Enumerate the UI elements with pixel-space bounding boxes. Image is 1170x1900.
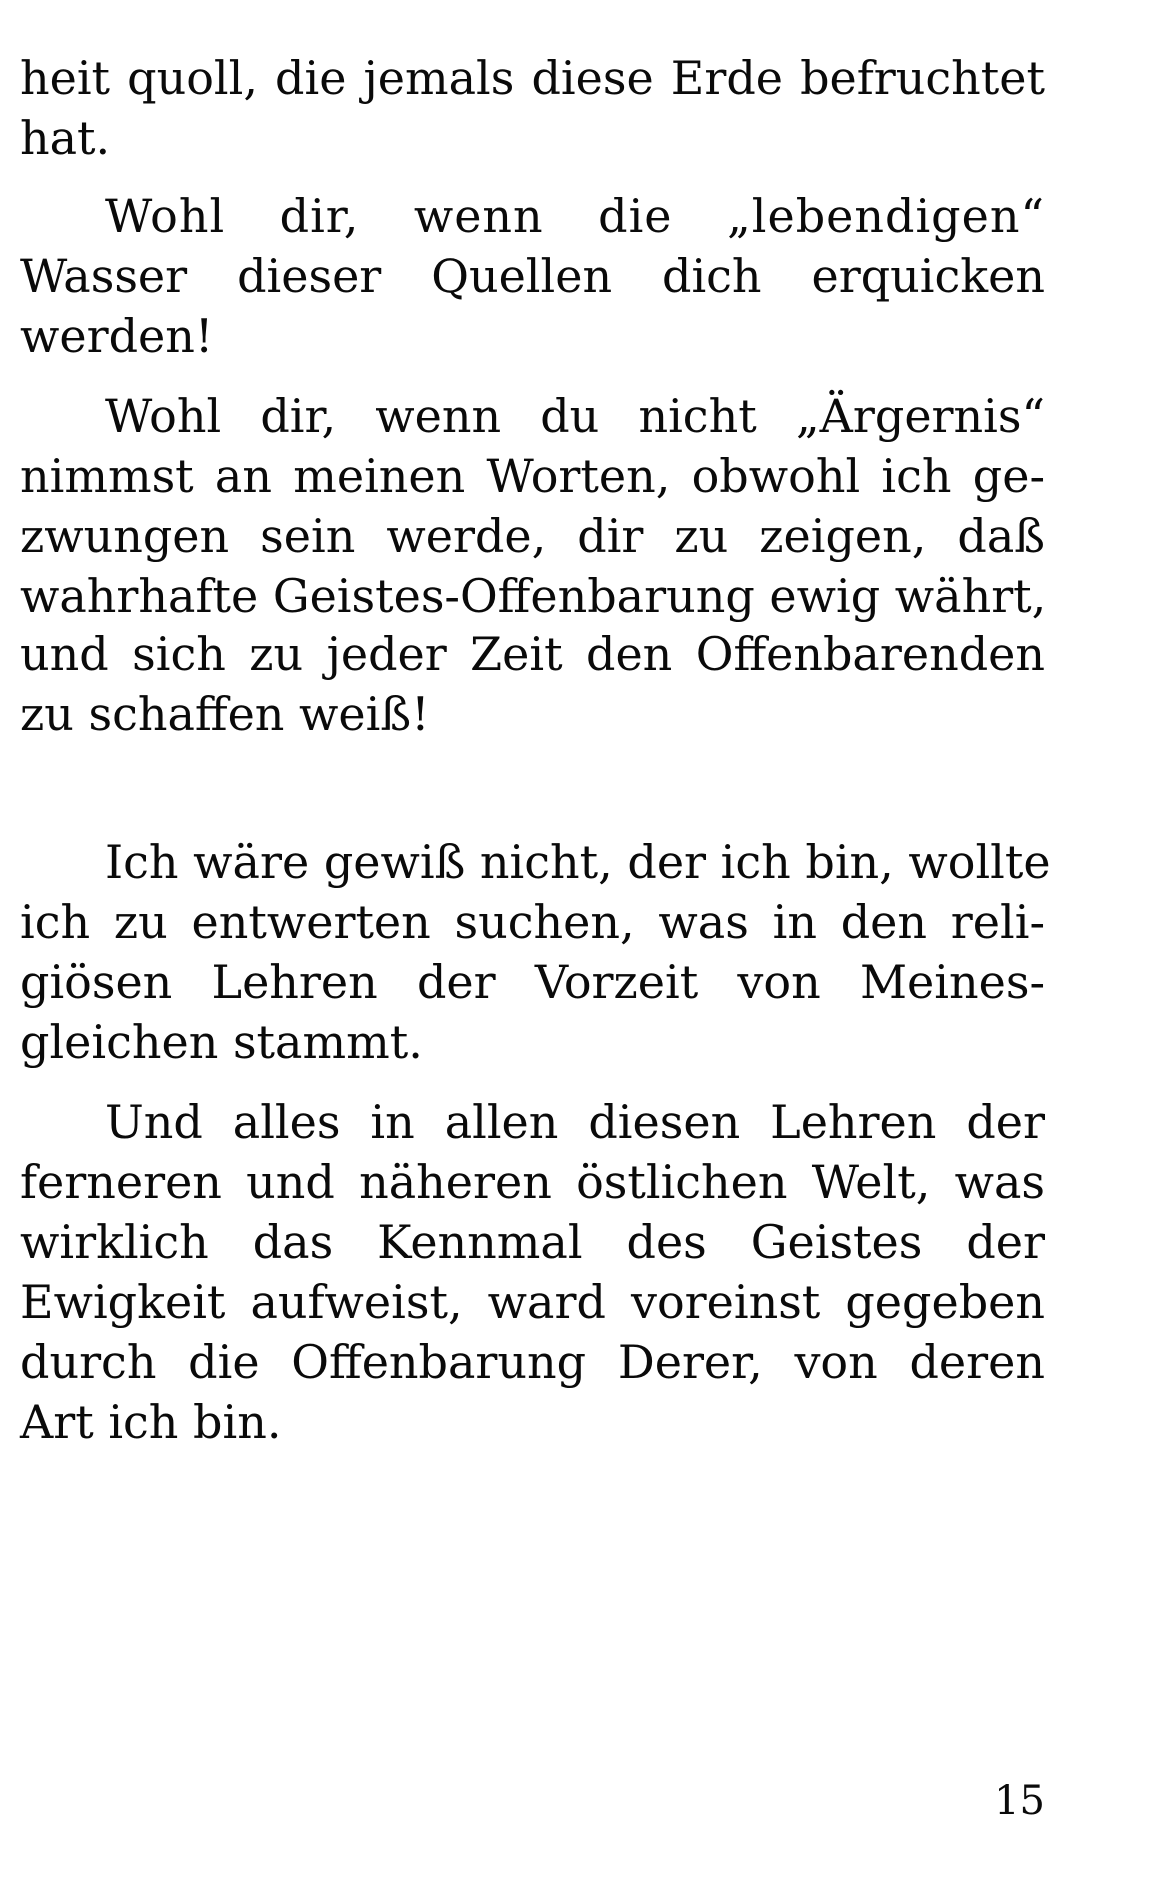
text-line: ferneren und näheren östlichen Welt, was xyxy=(20,1155,1045,1209)
text-line: Ich wäre gewiß nicht, der ich bin, wollte xyxy=(105,835,1051,889)
text-line: ich zu entwerten suchen, was in den reli- xyxy=(20,895,1045,949)
text-line: und sich zu jeder Zeit den Offenbarenden xyxy=(20,627,1045,681)
text-line: werden! xyxy=(20,309,214,363)
text-line: Ewigkeit aufweist, ward voreinst gegeben xyxy=(20,1275,1045,1329)
book-page xyxy=(20,0,1051,1900)
text-line: Und alles in allen diesen Lehren der xyxy=(105,1095,1045,1149)
text-line: gleichen stammt. xyxy=(20,1015,423,1069)
text-line: nimmst an meinen Worten, obwohl ich ge- xyxy=(20,449,1045,503)
text-line: hat. xyxy=(20,111,111,165)
page-number: 15 xyxy=(994,1778,1045,1824)
text-line: wirklich das Kennmal des Geistes der xyxy=(20,1215,1045,1269)
text-line: Art ich bin. xyxy=(20,1395,282,1449)
text-line: zwungen sein werde, dir zu zeigen, daß xyxy=(20,509,1045,563)
text-line: heit quoll, die jemals diese Erde befruchtet xyxy=(20,51,1045,105)
text-line: Wasser dieser Quellen dich erquicken xyxy=(20,249,1045,303)
text-line: Wohl dir, wenn die „lebendigen“ xyxy=(105,189,1045,243)
text-line: Wohl dir, wenn du nicht „Ärgernis“ xyxy=(105,389,1045,443)
text-line: giösen Lehren der Vorzeit von Meines- xyxy=(20,955,1045,1009)
text-line: wahrhafte Geistes-Offenbarung ewig währt, xyxy=(20,569,1047,623)
text-line: zu schaffen weiß! xyxy=(20,687,430,741)
text-line: durch die Offenbarung Derer, von deren xyxy=(20,1335,1045,1389)
